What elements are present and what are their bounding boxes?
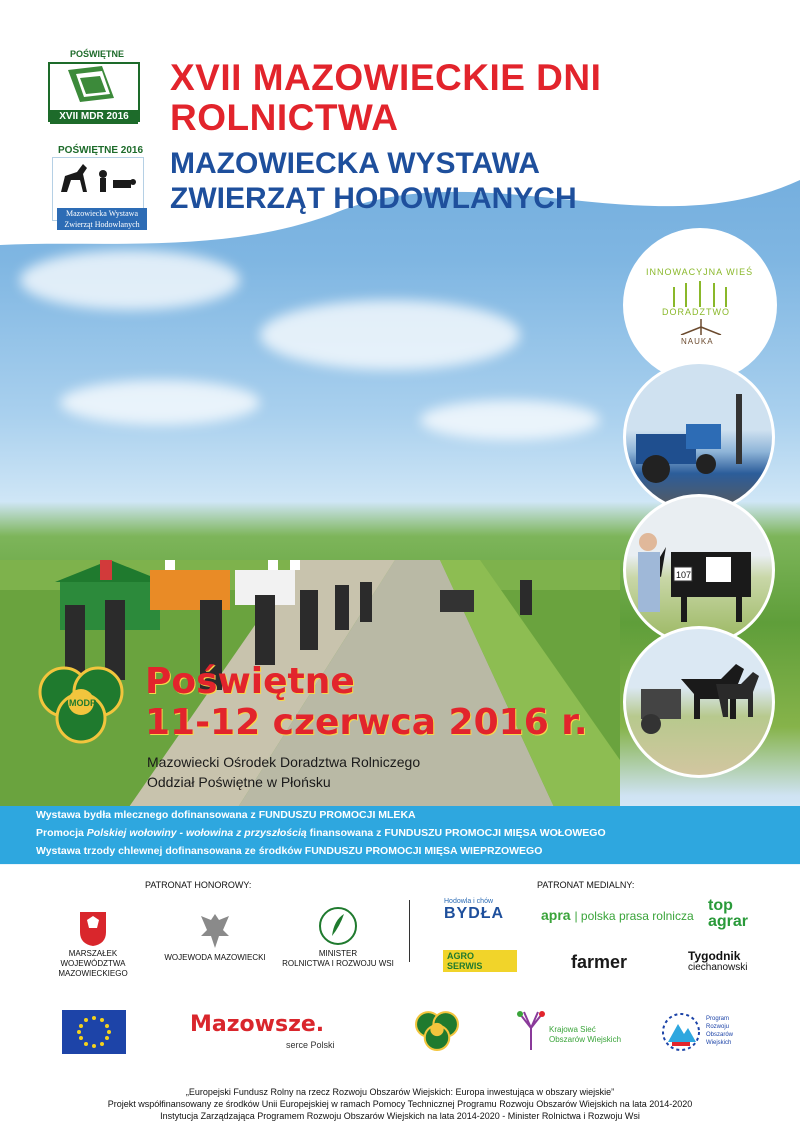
eu-flag-icon [62,1010,126,1054]
media-agroserwis-2: SERWIS [447,961,483,971]
cow-tag: 107 [676,570,692,580]
funding-line1: Wystawa bydła mlecznego dofinansowana z FUNDUSZU PROMOCJI MLEKA [36,809,416,821]
main-title-line1: XVII MAZOWIECKIE DNI [170,57,602,98]
exhibition-logo-box [52,157,144,229]
prow-label-4: Wiejskich [706,1040,732,1046]
book-icon [50,64,138,104]
mdr-logo [48,49,138,122]
innovation-logo [623,228,777,382]
sponsor-marshal-line2: WOJEWÓDZTWA MAZOWIECKIEGO [58,959,128,978]
organizer-line2: Oddział Poświętne w Płońsku [147,774,331,790]
media-patronage-label: PATRONAT MEDIALNY: [537,880,635,890]
horses-icon [626,629,772,775]
sponsor-minister-line2: ROLNICTWA I ROZWOJU WSI [282,959,394,968]
subtitle-line2: ZWIERZĄT HODOWLANYCH [170,182,577,215]
funding-line2-pre: Promocja [36,827,87,839]
exhibition-logo-caption-1: Mazowiecka Wystawa [65,209,138,218]
sponsor-marshal [28,910,158,979]
cloud [60,380,260,425]
funding-line2-post: finansowana z FUNDUSZU PROMOCJI MIĘSA WOŁOWEGO [306,827,606,839]
media-bydla [444,898,504,923]
funding-line2-italic: Polskiej wołowiny - wołowina z przyszłością [86,827,307,839]
media-apra-title: apra [541,907,571,923]
ksow-label-2: Obszarów Wiejskich [549,1035,622,1044]
subtitle-line1: MAZOWIECKA WYSTAWA [170,147,540,180]
footer [0,1086,800,1122]
media-topagrar-top: top [708,897,733,914]
sponsor-minister-line1: MINISTER [318,949,358,958]
media-tygodnik-1: Tygodnik [688,949,741,963]
prow-label [706,1015,733,1047]
sponsor-minister [278,906,398,969]
media-agroserwis-1: AGRO [447,951,474,961]
media-apra [541,907,694,923]
ksow-label-1: Krajowa Sieć [549,1025,596,1034]
photo-machinery [623,361,775,513]
footer-line2: Projekt współfinansowany ze środków Unii Europejskiej w ramach Pomocy Technicznej Programu Rozwoju Obszarów Wiejskich na lata 2014-2020 [107,1099,693,1109]
prow-label-2: Rozwoju [706,1024,730,1030]
main-title-line2: ROLNICTWA [170,97,399,138]
cow-icon [626,497,772,643]
mazowsze-logo: Mazowsze. [190,1012,325,1037]
sponsor-marshal-line1: MARSZAŁEK [68,949,118,958]
media-tygodnik [688,950,747,974]
ministry-icon [318,906,358,946]
mazowsze-tagline: serce Polski [286,1040,335,1050]
funding-line2 [36,827,606,839]
modr-logo [36,660,126,746]
innovation-logo-bottom: NAUKA [681,337,714,346]
divider [409,900,410,962]
ksow-label [549,1025,621,1045]
funding-line3: Wystawa trzody chlewnej dofinansowana ze środków FUNDUSZU PROMOCJI MIĘSA WIEPRZOWEGO [36,845,543,857]
modr-logo-label: MODR [69,698,97,708]
modr-small-logo [414,1008,460,1052]
organizer [147,752,420,792]
exhibition-logo-caption [57,208,147,230]
media-tygodnik-2: ciechanowski [688,962,748,973]
eagle-icon [197,910,233,950]
tractor-icon [626,364,772,510]
event-dates: 11-12 czerwca 2016 r. [145,702,588,743]
prow-label-1: Program [706,1016,730,1022]
mdr-logo-box [48,62,140,122]
sponsor-voivode-line2: WOJEWODA MAZOWIECKI [164,953,266,962]
organizer-line1: Mazowiecki Ośrodek Doradztwa Rolniczego [147,754,421,770]
cloud [260,300,520,370]
ksow-icon [514,1010,548,1052]
cloud [420,400,600,440]
exhibition-logo-arc: POŚWIĘTNE 2016 [58,145,144,156]
prow-icon [660,1012,702,1052]
funding-band [0,806,800,864]
media-apra-rest: | polska prasa rolnicza [574,909,694,923]
exhibition-logo [48,145,148,229]
honorary-patronage-label: PATRONAT HONOROWY: [145,880,252,890]
main-title [170,58,601,138]
media-farmer: farmer [571,952,628,972]
media-agroserwis [443,950,517,972]
prow-label-3: Obszarów [706,1032,734,1038]
subtitle [170,146,577,216]
innovation-logo-arc: INNOWACYJNA WIEŚ [646,267,754,277]
footer-line3: Instytucja Zarządzająca Programem Rozwoju Obszarów Wiejskich na lata 2014-2020 - Minister Rolnictwa i Rozwoju Wsi [160,1111,640,1121]
media-topagrar-bottom: agrar [708,913,749,930]
photo-cow [623,494,775,646]
farm-animals-icon [53,158,143,198]
innovation-logo-mid: DORADZTWO [662,307,730,317]
roots-icon [671,319,731,335]
plant-icon [666,279,736,309]
photo-horses [623,626,775,778]
media-bydla-small: Hodowla i chów [444,898,494,905]
mdr-logo-top: POŚWIĘTNE [70,49,125,59]
mdr-logo-bottom: XVII MDR 2016 [50,110,138,124]
sponsor-voivode [160,910,270,963]
event-place: Poświętne [145,661,355,702]
coat-of-arms-icon [78,910,108,946]
media-topagrar [708,898,748,930]
media-bydla-title: BYDŁA [444,905,505,922]
footer-line1: „Europejski Fundusz Rolny na rzecz Rozwoju Obszarów Wiejskich: Europa inwestująca w obszary wiejskie” [185,1087,615,1097]
exhibition-logo-caption-2: Zwierząt Hodowlanych [64,220,140,229]
